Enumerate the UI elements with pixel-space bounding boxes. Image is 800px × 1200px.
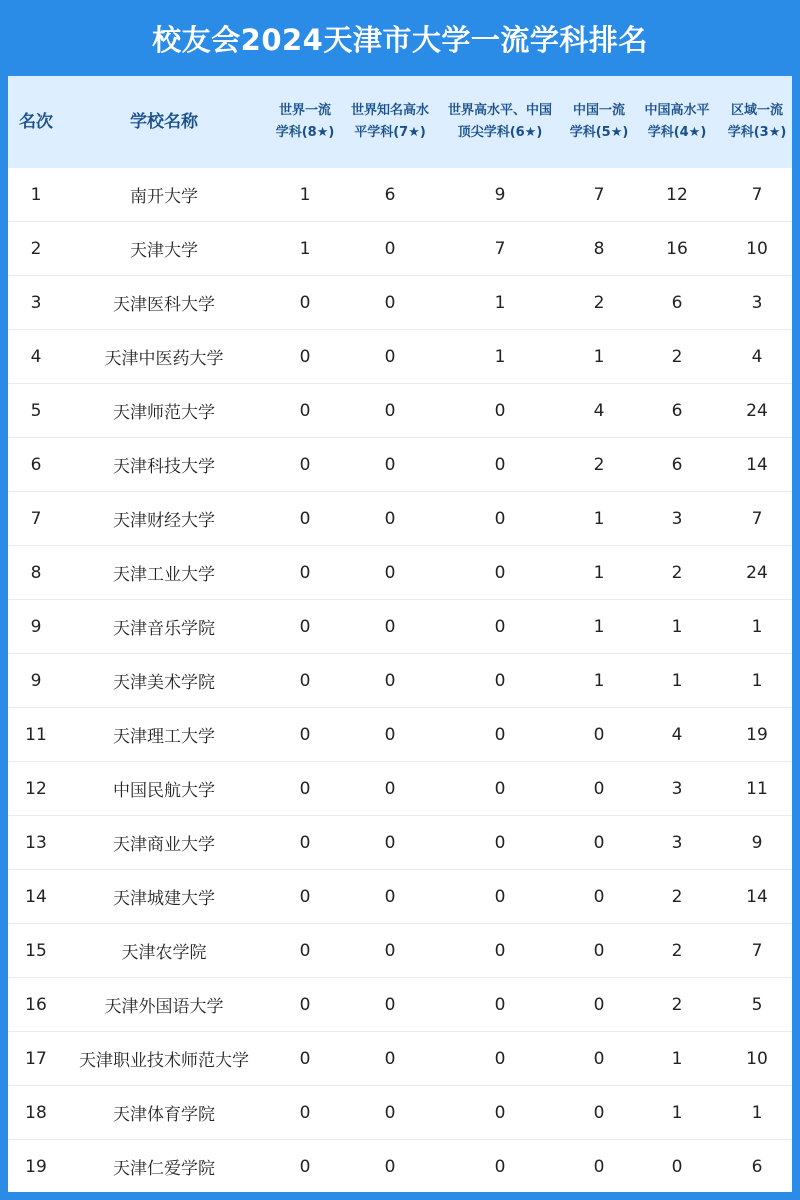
cell-world-high-level: 0 xyxy=(494,616,506,637)
table-row xyxy=(8,600,792,654)
cell-china-first-class: 7 xyxy=(593,184,605,205)
cell-china-high-level: 3 xyxy=(671,508,683,529)
table-row xyxy=(8,330,792,384)
cell-world-high-level: 7 xyxy=(494,238,506,259)
cell-world-renowned: 0 xyxy=(384,1102,396,1123)
cell-regional-first-class: 14 xyxy=(746,454,768,475)
cell-rank: 8 xyxy=(30,562,42,583)
cell-world-first-class: 0 xyxy=(299,994,311,1015)
cell-rank: 2 xyxy=(30,238,42,259)
cell-china-high-level: 1 xyxy=(671,1048,683,1069)
cell-rank: 6 xyxy=(30,454,42,475)
cell-china-high-level: 6 xyxy=(671,400,683,421)
cell-world-high-level: 0 xyxy=(494,994,506,1015)
cell-rank: 14 xyxy=(25,886,47,907)
table-row xyxy=(8,168,792,222)
cell-rank: 17 xyxy=(25,1048,47,1069)
header-school-name: 学校名称 xyxy=(130,112,198,132)
cell-regional-first-class: 4 xyxy=(751,346,763,367)
ranking-table xyxy=(8,76,792,1192)
cell-world-first-class: 0 xyxy=(299,1048,311,1069)
cell-school-name: 天津商业大学 xyxy=(113,835,215,855)
cell-china-high-level: 2 xyxy=(671,886,683,907)
cell-world-high-level: 9 xyxy=(494,184,506,205)
cell-china-high-level: 0 xyxy=(671,1156,683,1177)
cell-china-first-class: 0 xyxy=(593,940,605,961)
cell-world-first-class: 0 xyxy=(299,292,311,313)
header-china-first-class: 中国一流 学科(5★) xyxy=(569,103,629,140)
cell-regional-first-class: 1 xyxy=(751,1102,763,1123)
cell-china-first-class: 4 xyxy=(593,400,605,421)
cell-china-high-level: 2 xyxy=(671,940,683,961)
cell-world-first-class: 0 xyxy=(299,400,311,421)
cell-world-renowned: 0 xyxy=(384,724,396,745)
cell-china-high-level: 1 xyxy=(671,670,683,691)
cell-school-name: 天津理工大学 xyxy=(113,727,215,747)
cell-school-name: 天津科技大学 xyxy=(113,457,215,477)
cell-world-high-level: 0 xyxy=(494,454,506,475)
cell-rank: 3 xyxy=(30,292,42,313)
cell-world-high-level: 1 xyxy=(494,292,506,313)
cell-regional-first-class: 7 xyxy=(751,184,763,205)
cell-china-high-level: 1 xyxy=(671,1102,683,1123)
cell-school-name: 天津师范大学 xyxy=(113,403,215,423)
cell-china-high-level: 2 xyxy=(671,562,683,583)
table-row xyxy=(8,762,792,816)
cell-world-first-class: 0 xyxy=(299,670,311,691)
table-body xyxy=(8,168,792,1192)
cell-world-first-class: 0 xyxy=(299,616,311,637)
cell-world-first-class: 0 xyxy=(299,886,311,907)
cell-regional-first-class: 7 xyxy=(751,508,763,529)
cell-rank: 15 xyxy=(25,940,47,961)
cell-world-renowned: 0 xyxy=(384,562,396,583)
table-row xyxy=(8,546,792,600)
cell-world-high-level: 0 xyxy=(494,508,506,529)
header-regional-first-class: 区域一流 学科(3★) xyxy=(727,103,787,140)
cell-china-first-class: 0 xyxy=(593,1048,605,1069)
cell-china-first-class: 1 xyxy=(593,562,605,583)
cell-world-renowned: 0 xyxy=(384,778,396,799)
cell-world-high-level: 0 xyxy=(494,400,506,421)
cell-world-first-class: 0 xyxy=(299,940,311,961)
cell-rank: 4 xyxy=(30,346,42,367)
cell-world-renowned: 0 xyxy=(384,994,396,1015)
cell-world-high-level: 0 xyxy=(494,832,506,853)
cell-regional-first-class: 5 xyxy=(751,994,763,1015)
cell-regional-first-class: 1 xyxy=(751,616,763,637)
header-world-renowned: 世界知名高水 平学科(7★) xyxy=(350,103,429,140)
cell-china-first-class: 8 xyxy=(593,238,605,259)
table-row xyxy=(8,708,792,762)
cell-world-renowned: 0 xyxy=(384,400,396,421)
cell-china-first-class: 0 xyxy=(593,1102,605,1123)
cell-world-first-class: 0 xyxy=(299,724,311,745)
cell-school-name: 南开大学 xyxy=(130,187,198,207)
cell-world-renowned: 0 xyxy=(384,1048,396,1069)
cell-china-high-level: 2 xyxy=(671,994,683,1015)
cell-world-high-level: 0 xyxy=(494,1102,506,1123)
cell-school-name: 天津体育学院 xyxy=(113,1105,215,1125)
cell-world-high-level: 0 xyxy=(494,940,506,961)
cell-regional-first-class: 24 xyxy=(746,562,768,583)
cell-rank: 7 xyxy=(30,508,42,529)
cell-world-high-level: 0 xyxy=(494,1156,506,1177)
cell-school-name: 天津音乐学院 xyxy=(113,619,215,639)
cell-rank: 5 xyxy=(30,400,42,421)
cell-china-high-level: 12 xyxy=(666,184,688,205)
cell-school-name: 天津中医药大学 xyxy=(104,349,224,369)
cell-regional-first-class: 6 xyxy=(751,1156,763,1177)
cell-china-first-class: 0 xyxy=(593,724,605,745)
cell-world-first-class: 0 xyxy=(299,832,311,853)
table-row xyxy=(8,492,792,546)
cell-school-name: 天津美术学院 xyxy=(113,673,215,693)
page-title: 校友会2024天津市大学一流学科排名 xyxy=(152,22,648,57)
table-row xyxy=(8,438,792,492)
cell-rank: 13 xyxy=(25,832,47,853)
cell-world-first-class: 0 xyxy=(299,346,311,367)
cell-china-high-level: 16 xyxy=(666,238,688,259)
cell-regional-first-class: 11 xyxy=(746,778,768,799)
cell-china-first-class: 0 xyxy=(593,994,605,1015)
cell-rank: 11 xyxy=(25,724,47,745)
cell-rank: 9 xyxy=(30,616,42,637)
cell-world-first-class: 0 xyxy=(299,454,311,475)
cell-china-high-level: 3 xyxy=(671,832,683,853)
table-row xyxy=(8,1032,792,1086)
cell-world-first-class: 0 xyxy=(299,1156,311,1177)
cell-world-high-level: 0 xyxy=(494,886,506,907)
header-world-high-level: 世界高水平、中国 顶尖学科(6★) xyxy=(447,103,552,140)
cell-china-first-class: 1 xyxy=(593,346,605,367)
cell-china-high-level: 6 xyxy=(671,292,683,313)
cell-china-high-level: 4 xyxy=(671,724,683,745)
cell-rank: 19 xyxy=(25,1156,47,1177)
cell-regional-first-class: 10 xyxy=(746,1048,768,1069)
table-header xyxy=(8,76,792,168)
cell-school-name: 天津城建大学 xyxy=(113,889,215,909)
table-row xyxy=(8,1086,792,1140)
cell-regional-first-class: 9 xyxy=(751,832,763,853)
cell-world-renowned: 0 xyxy=(384,1156,396,1177)
cell-china-first-class: 2 xyxy=(593,454,605,475)
cell-china-first-class: 0 xyxy=(593,778,605,799)
cell-world-first-class: 1 xyxy=(299,184,311,205)
table-row xyxy=(8,654,792,708)
cell-world-high-level: 0 xyxy=(494,670,506,691)
cell-world-renowned: 0 xyxy=(384,292,396,313)
cell-world-first-class: 0 xyxy=(299,1102,311,1123)
cell-china-high-level: 6 xyxy=(671,454,683,475)
cell-rank: 12 xyxy=(25,778,47,799)
cell-china-first-class: 1 xyxy=(593,616,605,637)
cell-world-renowned: 6 xyxy=(384,184,396,205)
cell-china-first-class: 0 xyxy=(593,886,605,907)
cell-regional-first-class: 14 xyxy=(746,886,768,907)
cell-world-renowned: 0 xyxy=(384,454,396,475)
cell-china-first-class: 1 xyxy=(593,508,605,529)
cell-regional-first-class: 24 xyxy=(746,400,768,421)
table-row xyxy=(8,870,792,924)
cell-rank: 16 xyxy=(25,994,47,1015)
cell-school-name: 天津外国语大学 xyxy=(104,997,224,1017)
cell-world-first-class: 0 xyxy=(299,778,311,799)
cell-world-first-class: 0 xyxy=(299,562,311,583)
cell-world-high-level: 0 xyxy=(494,724,506,745)
cell-world-renowned: 0 xyxy=(384,832,396,853)
cell-china-first-class: 0 xyxy=(593,1156,605,1177)
cell-regional-first-class: 3 xyxy=(751,292,763,313)
cell-world-renowned: 0 xyxy=(384,508,396,529)
cell-school-name: 天津医科大学 xyxy=(113,295,215,315)
cell-world-high-level: 0 xyxy=(494,1048,506,1069)
cell-china-high-level: 2 xyxy=(671,346,683,367)
cell-school-name: 天津仁爱学院 xyxy=(113,1159,215,1179)
cell-world-renowned: 0 xyxy=(384,238,396,259)
cell-china-first-class: 1 xyxy=(593,670,605,691)
cell-school-name: 天津大学 xyxy=(130,241,198,261)
cell-china-high-level: 3 xyxy=(671,778,683,799)
header-rank: 名次 xyxy=(19,112,53,132)
table-row xyxy=(8,276,792,330)
cell-school-name: 中国民航大学 xyxy=(113,781,215,801)
cell-world-renowned: 0 xyxy=(384,940,396,961)
table-row xyxy=(8,384,792,438)
cell-regional-first-class: 7 xyxy=(751,940,763,961)
table-row xyxy=(8,1140,792,1192)
cell-china-first-class: 0 xyxy=(593,832,605,853)
cell-regional-first-class: 19 xyxy=(746,724,768,745)
cell-world-first-class: 0 xyxy=(299,508,311,529)
cell-regional-first-class: 1 xyxy=(751,670,763,691)
cell-rank: 1 xyxy=(30,184,42,205)
cell-world-renowned: 0 xyxy=(384,886,396,907)
cell-world-first-class: 1 xyxy=(299,238,311,259)
table-row xyxy=(8,222,792,276)
cell-school-name: 天津财经大学 xyxy=(113,511,215,531)
cell-world-high-level: 0 xyxy=(494,778,506,799)
cell-school-name: 天津农学院 xyxy=(121,943,207,963)
cell-rank: 18 xyxy=(25,1102,47,1123)
cell-world-high-level: 0 xyxy=(494,562,506,583)
header-china-high-level: 中国高水平 学科(4★) xyxy=(644,103,710,140)
cell-regional-first-class: 10 xyxy=(746,238,768,259)
table-row xyxy=(8,924,792,978)
table-row xyxy=(8,978,792,1032)
cell-world-high-level: 1 xyxy=(494,346,506,367)
header-world-first-class: 世界一流 学科(8★) xyxy=(275,103,335,140)
cell-rank: 9 xyxy=(30,670,42,691)
cell-world-renowned: 0 xyxy=(384,616,396,637)
cell-china-first-class: 2 xyxy=(593,292,605,313)
cell-china-high-level: 1 xyxy=(671,616,683,637)
cell-school-name: 天津工业大学 xyxy=(113,565,215,585)
cell-world-renowned: 0 xyxy=(384,670,396,691)
cell-school-name: 天津职业技术师范大学 xyxy=(79,1051,249,1071)
table-row xyxy=(8,816,792,870)
cell-world-renowned: 0 xyxy=(384,346,396,367)
